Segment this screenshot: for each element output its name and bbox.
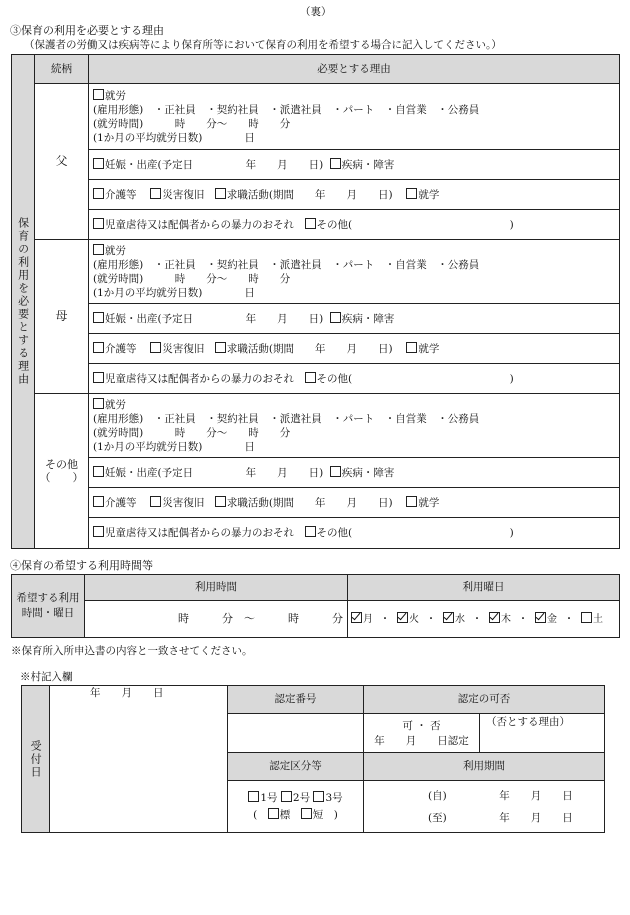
illness-checkbox[interactable] [330, 466, 341, 477]
relation-other [35, 394, 89, 549]
approve-deny[interactable]: 可 ・ 否 [402, 720, 441, 732]
weekday-item[interactable] [489, 614, 511, 625]
standard-checkbox[interactable] [268, 808, 279, 819]
care-checkbox[interactable] [93, 342, 104, 353]
other-checkbox[interactable] [305, 372, 316, 383]
weekday-label: 土 [593, 614, 603, 625]
cert-result-header: 認定の可否 [364, 686, 605, 714]
disaster-checkbox[interactable] [150, 342, 161, 353]
cert-date: 年 月 日認定 [374, 735, 469, 747]
time-row-label-1: 希望する利用 [16, 592, 80, 604]
work-hours-line: (就労時間) 時 分～ 時 分 [93, 117, 291, 130]
pregnancy-label: 妊娠・出産(予定日 年 月 日) [105, 312, 324, 325]
weekday-item[interactable] [443, 614, 465, 625]
deny-reason-label: （否とする理由） [486, 716, 570, 728]
pregnancy-label: 妊娠・出産(予定日 年 月 日) [105, 158, 324, 171]
work-label: 就労 [105, 398, 126, 411]
care-label: 介護等 [105, 342, 137, 355]
relation-other-blank: （ ） [39, 471, 84, 484]
weekday-label: 水 [455, 614, 465, 625]
study-label: 就学 [418, 496, 440, 509]
cert-number-header: 認定番号 [228, 686, 364, 714]
jobsearch-checkbox[interactable] [215, 342, 226, 353]
care-label: 介護等 [105, 496, 137, 509]
standard-label: 標 [279, 808, 291, 821]
weekday-separator: ・ [380, 614, 390, 625]
pregnancy-row [89, 304, 620, 334]
short-checkbox[interactable] [301, 808, 312, 819]
jobsearch-label: 求職活動(期間 年 月 日) [226, 496, 393, 509]
abuse-label: 児童虐待又は配偶者からの暴力のおそれ [105, 372, 294, 385]
work-checkbox[interactable] [93, 244, 104, 255]
cert-result-cell [364, 714, 480, 753]
pregnancy-checkbox[interactable] [93, 466, 104, 477]
illness-label: 疾病・障害 [341, 312, 395, 325]
reason-header: 必要とする理由 [89, 55, 620, 84]
std-close: ) [333, 808, 338, 821]
care-row [89, 334, 620, 364]
employment-type-line: (雇用形態) ・正社員 ・契約社員 ・派遣社員 ・パート ・自営業 ・公務員 [93, 258, 480, 271]
receipt-label: 受付日 [22, 686, 50, 833]
to-label: (至) [428, 811, 447, 824]
time-header: 利用時間 [85, 575, 348, 601]
weekday-separator: ・ [426, 614, 436, 625]
weekday-checkbox[interactable] [397, 612, 408, 623]
time-row-label-2: 時間・曜日 [21, 607, 75, 619]
days-header: 利用曜日 [348, 575, 620, 601]
weekday-item[interactable] [397, 614, 419, 625]
class2-label: 2号 [292, 791, 311, 804]
time-value[interactable]: 時 分 ～ 時 分 [85, 601, 348, 638]
abuse-row [89, 518, 620, 549]
abuse-checkbox[interactable] [93, 526, 104, 537]
pregnancy-row [89, 150, 620, 180]
other-checkbox[interactable] [305, 218, 316, 229]
from-label: (自) [428, 789, 447, 802]
time-table [11, 574, 620, 638]
section3-title: ③保育の利用を必要とする理由 [10, 24, 164, 37]
weekday-checkbox[interactable] [351, 612, 362, 623]
jobsearch-label: 求職活動(期間 年 月 日) [226, 342, 393, 355]
work-days-line: (1か月の平均就労日数) 日 [93, 131, 255, 144]
weekday-label: 木 [501, 614, 511, 625]
section4-footnote: ※保育所入所申込書の内容と一致させてください。 [11, 645, 253, 657]
illness-checkbox[interactable] [330, 158, 341, 169]
study-checkbox[interactable] [406, 342, 417, 353]
reason-table [11, 54, 620, 549]
work-days-line: (1か月の平均就労日数) 日 [93, 440, 255, 453]
abuse-row [89, 364, 620, 394]
weekday-label: 月 [363, 614, 373, 625]
illness-label: 疾病・障害 [341, 158, 395, 171]
weekday-item[interactable] [351, 614, 373, 625]
work-days-line: (1か月の平均就労日数) 日 [93, 286, 255, 299]
other-label: その他( ) [316, 527, 514, 540]
short-label: 短 [312, 808, 324, 821]
employment-type-line: (雇用形態) ・正社員 ・契約社員 ・派遣社員 ・パート ・自営業 ・公務員 [93, 412, 480, 425]
care-row [89, 180, 620, 210]
pregnancy-checkbox[interactable] [93, 158, 104, 169]
section4-title: ④保育の希望する利用時間等 [10, 559, 153, 572]
care-checkbox[interactable] [93, 188, 104, 199]
work-cell-mother [89, 240, 620, 304]
weekday-checkbox[interactable] [581, 612, 592, 623]
to-date[interactable]: 年 月 日 [499, 811, 573, 824]
village-title: ※村記入欄 [20, 671, 73, 683]
deny-reason-cell[interactable] [480, 714, 605, 753]
relation-header: 続柄 [35, 55, 89, 84]
page-label: （裏） [300, 6, 332, 18]
disaster-label: 災害復旧 [162, 342, 205, 355]
weekday-item[interactable] [581, 614, 603, 625]
weekday-item[interactable] [535, 614, 557, 625]
class2-checkbox[interactable] [281, 791, 292, 802]
jobsearch-label: 求職活動(期間 年 月 日) [226, 188, 393, 201]
illness-checkbox[interactable] [330, 312, 341, 323]
weekday-separator: ・ [472, 614, 482, 625]
care-row [89, 488, 620, 518]
abuse-row [89, 210, 620, 240]
other-label: その他( ) [316, 218, 514, 231]
cert-class-header: 認定区分等 [228, 753, 364, 781]
care-label: 介護等 [105, 188, 137, 201]
pregnancy-row [89, 458, 620, 488]
days-cell [348, 601, 620, 638]
class1-checkbox[interactable] [248, 791, 259, 802]
work-cell-father [89, 84, 620, 150]
study-checkbox[interactable] [406, 188, 417, 199]
cert-class-cell [228, 781, 364, 833]
weekday-separator: ・ [518, 614, 528, 625]
class1-label: 1号 [260, 791, 278, 804]
relation-father: 父 [35, 84, 89, 240]
weekday-checkbox[interactable] [443, 612, 454, 623]
work-hours-line: (就労時間) 時 分～ 時 分 [93, 272, 291, 285]
time-row-label [12, 575, 85, 638]
weekday-checkbox[interactable] [489, 612, 500, 623]
work-label: 就労 [105, 244, 126, 257]
disaster-label: 災害復旧 [162, 188, 205, 201]
study-checkbox[interactable] [406, 496, 417, 507]
illness-label: 疾病・障害 [341, 466, 395, 479]
abuse-label: 児童虐待又は配偶者からの暴力のおそれ [105, 527, 294, 540]
weekday-separator: ・ [564, 614, 574, 625]
work-cell-other [89, 394, 620, 458]
jobsearch-checkbox[interactable] [215, 496, 226, 507]
use-period-cell [364, 781, 605, 833]
weekday-checkbox[interactable] [535, 612, 546, 623]
care-checkbox[interactable] [93, 496, 104, 507]
work-label: 就労 [105, 89, 126, 102]
weekday-label: 金 [547, 614, 557, 625]
disaster-checkbox[interactable] [150, 188, 161, 199]
other-checkbox[interactable] [305, 526, 316, 537]
disaster-checkbox[interactable] [150, 496, 161, 507]
std-open: ( [253, 808, 258, 821]
from-date[interactable]: 年 月 日 [499, 789, 573, 802]
relation-mother: 母 [35, 240, 89, 394]
abuse-checkbox[interactable] [93, 218, 104, 229]
work-hours-line: (就労時間) 時 分～ 時 分 [93, 426, 291, 439]
disaster-label: 災害復旧 [162, 496, 205, 509]
section3-note: （保護者の労働又は疾病等により保育所等において保育の利用を希望する場合に記入してください。） [24, 39, 502, 51]
use-period-header: 利用期間 [364, 753, 605, 781]
reason-side-label: 保育の利用を必要とする理由 [12, 55, 35, 549]
employment-type-line: (雇用形態) ・正社員 ・契約社員 ・派遣社員 ・パート ・自営業 ・公務員 [93, 103, 480, 116]
class3-checkbox[interactable] [313, 791, 324, 802]
abuse-checkbox[interactable] [93, 372, 104, 383]
class3-label: 3号 [325, 791, 343, 804]
relation-other-label: その他 [45, 457, 78, 471]
abuse-label: 児童虐待又は配偶者からの暴力のおそれ [105, 218, 294, 231]
work-checkbox[interactable] [93, 398, 104, 409]
pregnancy-checkbox[interactable] [93, 312, 104, 323]
weekday-label: 火 [409, 614, 419, 625]
receipt-date[interactable]: 年 月 日 [50, 686, 228, 833]
study-label: 就学 [418, 342, 440, 355]
pregnancy-label: 妊娠・出産(予定日 年 月 日) [105, 466, 324, 479]
work-checkbox[interactable] [93, 89, 104, 100]
study-label: 就学 [418, 188, 440, 201]
other-label: その他( ) [316, 372, 514, 385]
village-table [21, 685, 605, 833]
cert-number-cell[interactable] [228, 714, 364, 753]
jobsearch-checkbox[interactable] [215, 188, 226, 199]
